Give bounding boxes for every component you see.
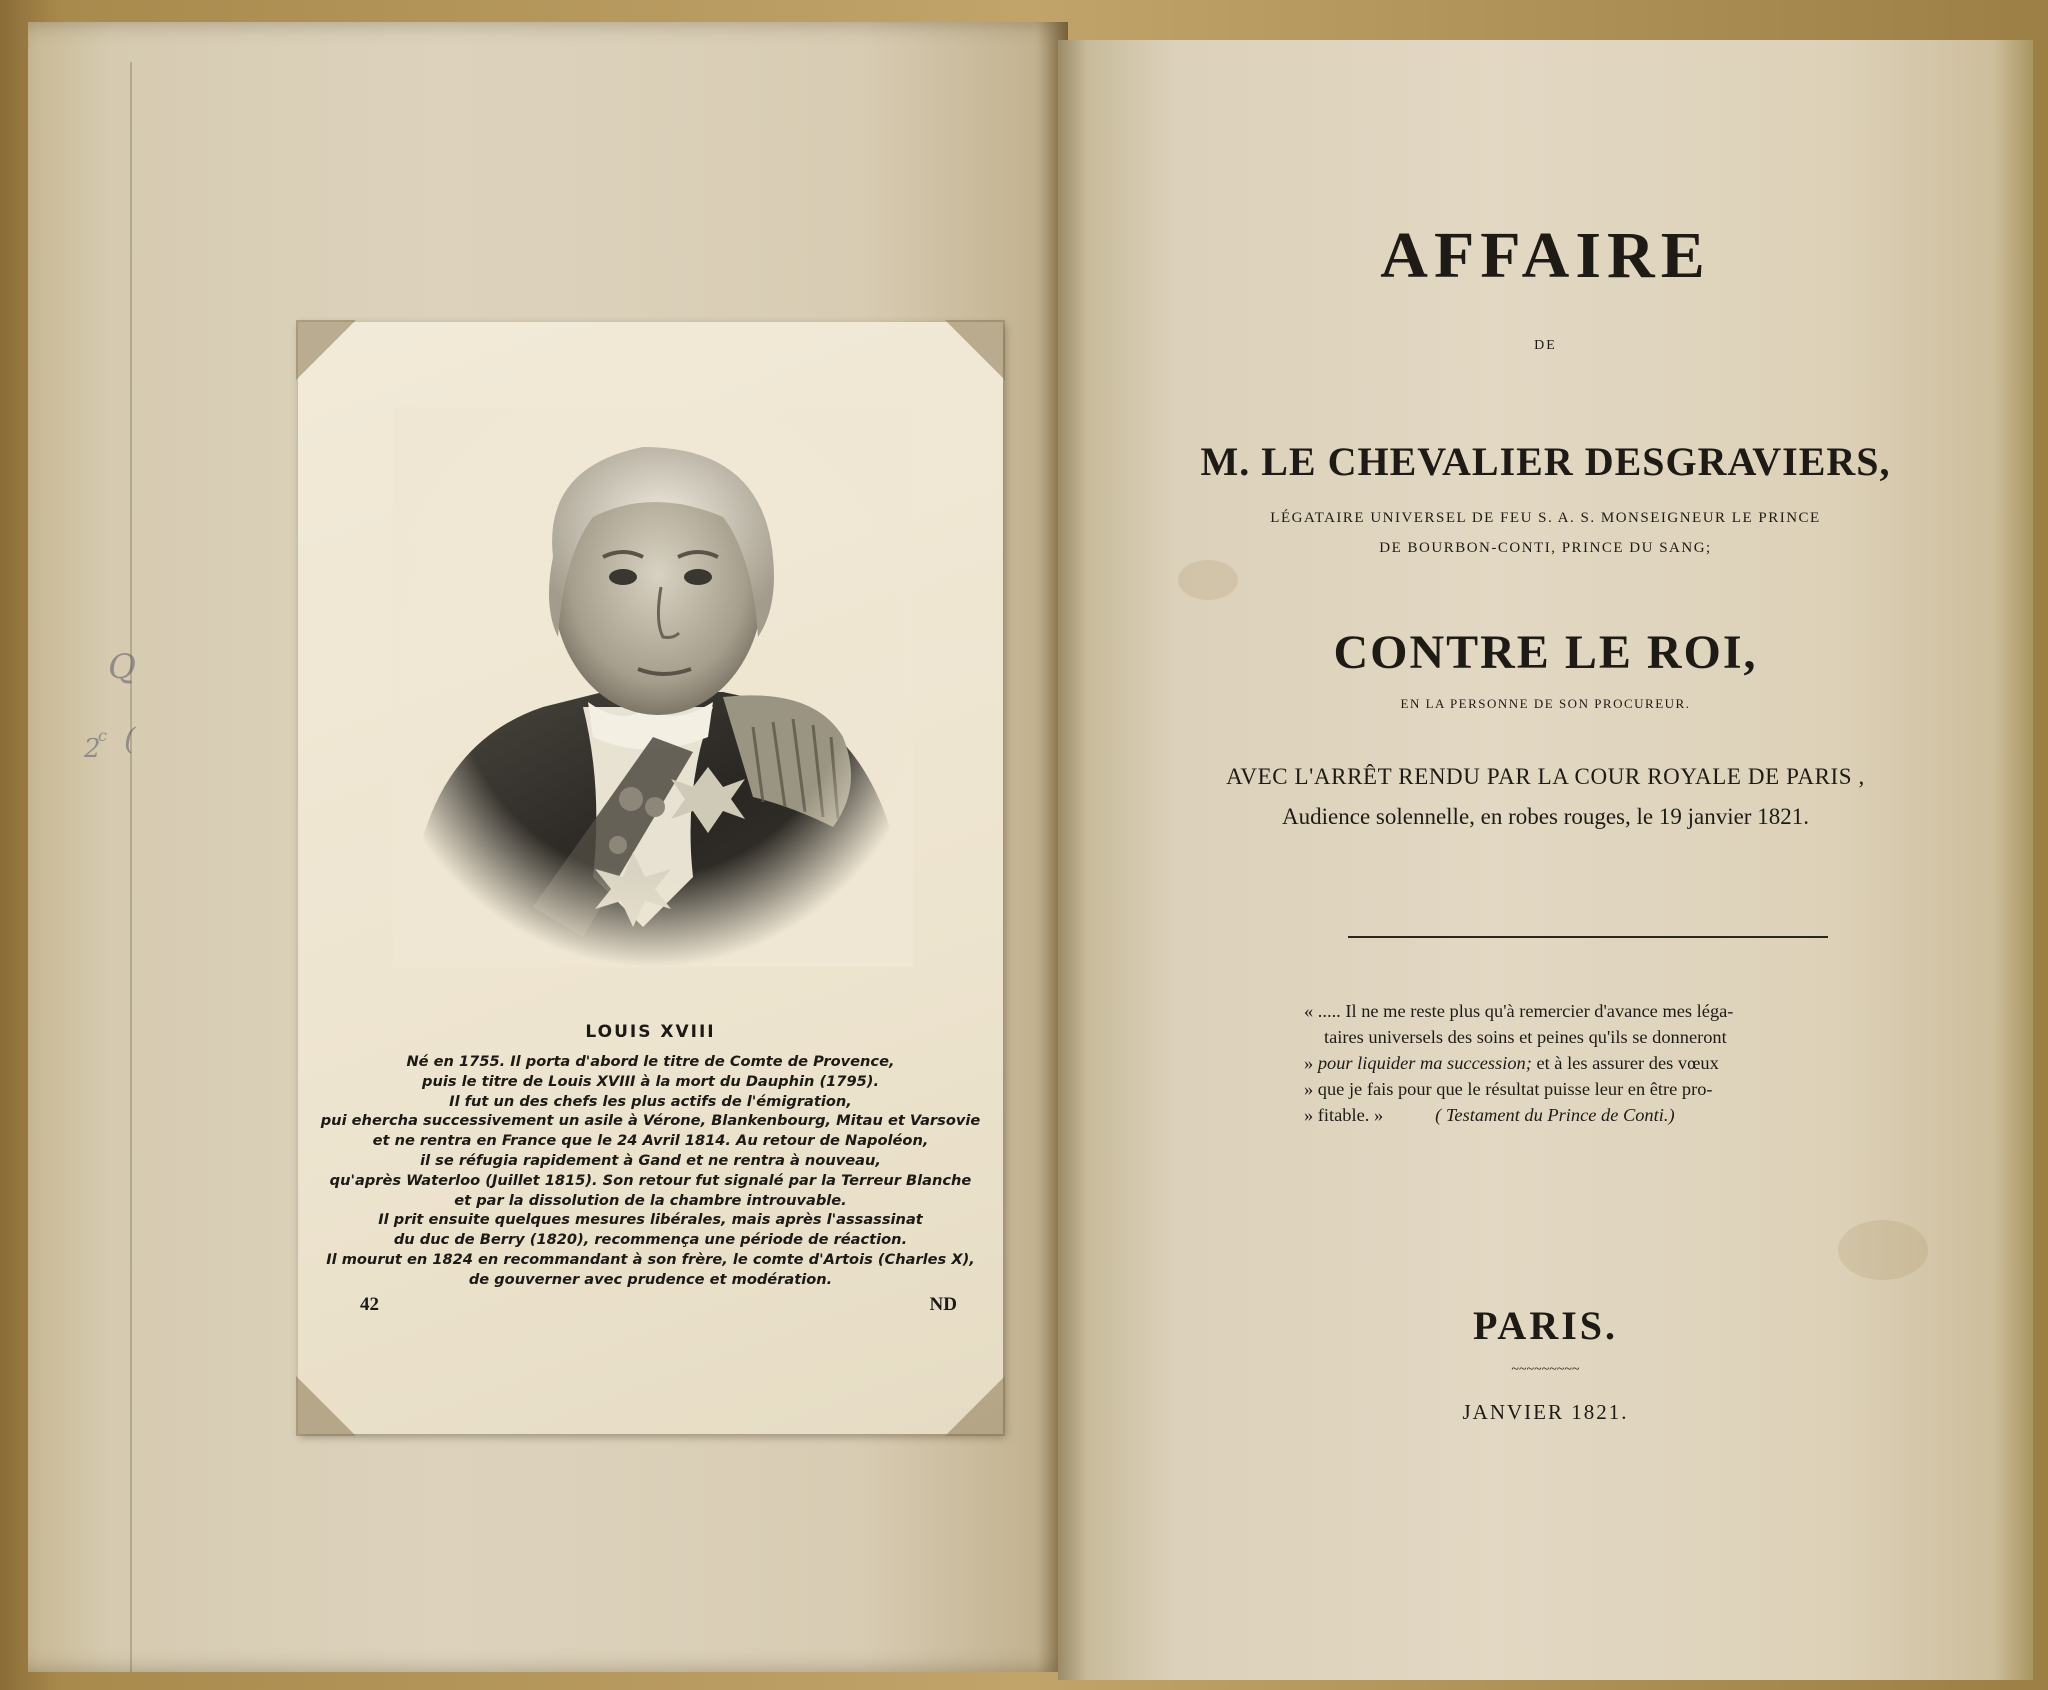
legataire-line-1: LÉGATAIRE UNIVERSEL DE FEU S. A. S. MONSEIGNEUR LE PRINCE — [1270, 510, 1821, 526]
testament-quote — [1304, 998, 1844, 1128]
biography-line: et par la dissolution de la chambre introuvable. — [454, 1191, 847, 1209]
quote-end: » fitable. » — [1304, 1105, 1384, 1125]
biography-line: Il fut un des chefs les plus actifs de l'émigration, — [449, 1092, 852, 1110]
biography-line: puis le titre de Louis XVIII à la mort du Dauphin (1795). — [422, 1072, 879, 1090]
quote-line: » que je fais pour que le résultat puisse leur en être pro- — [1304, 1079, 1713, 1099]
biography-line: Il mourut en 1824 en recommandant à son frère, le comte d'Artois (Charles X), — [326, 1250, 975, 1268]
foxing-stain — [1178, 560, 1238, 600]
photo-corner — [945, 320, 1005, 380]
pencil-mark: ( — [124, 722, 136, 757]
horizontal-rule — [1348, 936, 1828, 938]
arret-line: AVEC L'ARRÊT RENDU PAR LA COUR ROYALE DE PARIS , — [1226, 764, 1865, 789]
quote-line: taires universels des soins et peines qu'ils se donneront — [1324, 1027, 1727, 1047]
publisher-mark: ND — [929, 1294, 957, 1315]
audience-line: Audience solennelle, en robes rouges, le 19 janvier 1821. — [1282, 804, 1809, 829]
imprint-place: PARIS. — [1472, 1303, 1619, 1348]
quote-citation: ( Testament du Prince de Conti.) — [1435, 1105, 1675, 1125]
quote-line — [1304, 1102, 1844, 1128]
pencil-mark: Q — [108, 647, 136, 687]
quote-line: « ..... Il ne me reste plus qu'à remercier d'avance mes léga- — [1304, 1001, 1734, 1021]
biography-line: et ne rentra en France que le 24 Avril 1814. Au retour de Napoléon, — [372, 1132, 929, 1150]
louis-xviii-postcard — [298, 322, 1003, 1434]
imprint-date: JANVIER 1821. — [1462, 1400, 1629, 1424]
portrait-engraving — [393, 407, 913, 967]
pencil-mark: c — [98, 726, 107, 745]
quote-italic-phrase: pour liquider ma succession; — [1317, 1053, 1532, 1073]
right-page-title-page — [1058, 40, 2033, 1680]
personne-line: EN LA PERSONNE DE SON PROCUREUR. — [1400, 696, 1691, 711]
title-contre-le-roi: CONTRE LE ROI, — [1333, 626, 1758, 679]
postcard-biography — [318, 1052, 983, 1290]
postcard-title: LOUIS XVIII — [585, 1022, 716, 1042]
title-de: DE — [1534, 338, 1557, 353]
photo-corner — [296, 1376, 356, 1436]
quote-line — [1304, 1050, 1844, 1076]
biography-line: de gouverner avec prudence et modération. — [468, 1270, 833, 1288]
title-affaire: AFFAIRE — [1380, 219, 1711, 292]
ornament-rule: ~~~~~~~~~ — [1511, 1362, 1580, 1377]
biography-line: qu'après Waterloo (Juillet 1815). Son retour fut signalé par la Terreur Blanche — [329, 1171, 972, 1189]
photo-corner — [296, 320, 356, 380]
quote-mark: » — [1304, 1053, 1314, 1073]
foxing-stain — [1838, 1220, 1928, 1280]
left-page-inside-cover — [28, 22, 1068, 1672]
postcard-number: 42 — [360, 1294, 379, 1315]
biography-line: du duc de Berry (1820), recommença une période de réaction. — [393, 1231, 908, 1249]
photo-corner — [945, 1376, 1005, 1436]
title-chevalier-name: M. LE CHEVALIER DESGRAVIERS, — [1200, 439, 1891, 484]
biography-line: Il prit ensuite quelques mesures libérales, mais après l'assassinat — [378, 1211, 923, 1229]
biography-line: Né en 1755. Il porta d'abord le titre de Comte de Provence, — [406, 1053, 895, 1070]
biography-line: il se réfugia rapidement à Gand et ne rentra à nouveau, — [420, 1151, 881, 1169]
biography-line: pui ehercha successivement un asile à Vérone, Blankenbourg, Mitau et Varsovie — [320, 1112, 981, 1130]
pencil-mark: 2 — [84, 734, 101, 764]
legataire-line-2: DE BOURBON-CONTI, PRINCE DU SANG; — [1379, 540, 1712, 556]
flyleaf-edge — [130, 62, 132, 1672]
quote-line-rest: et à les assurer des vœux — [1531, 1053, 1719, 1073]
